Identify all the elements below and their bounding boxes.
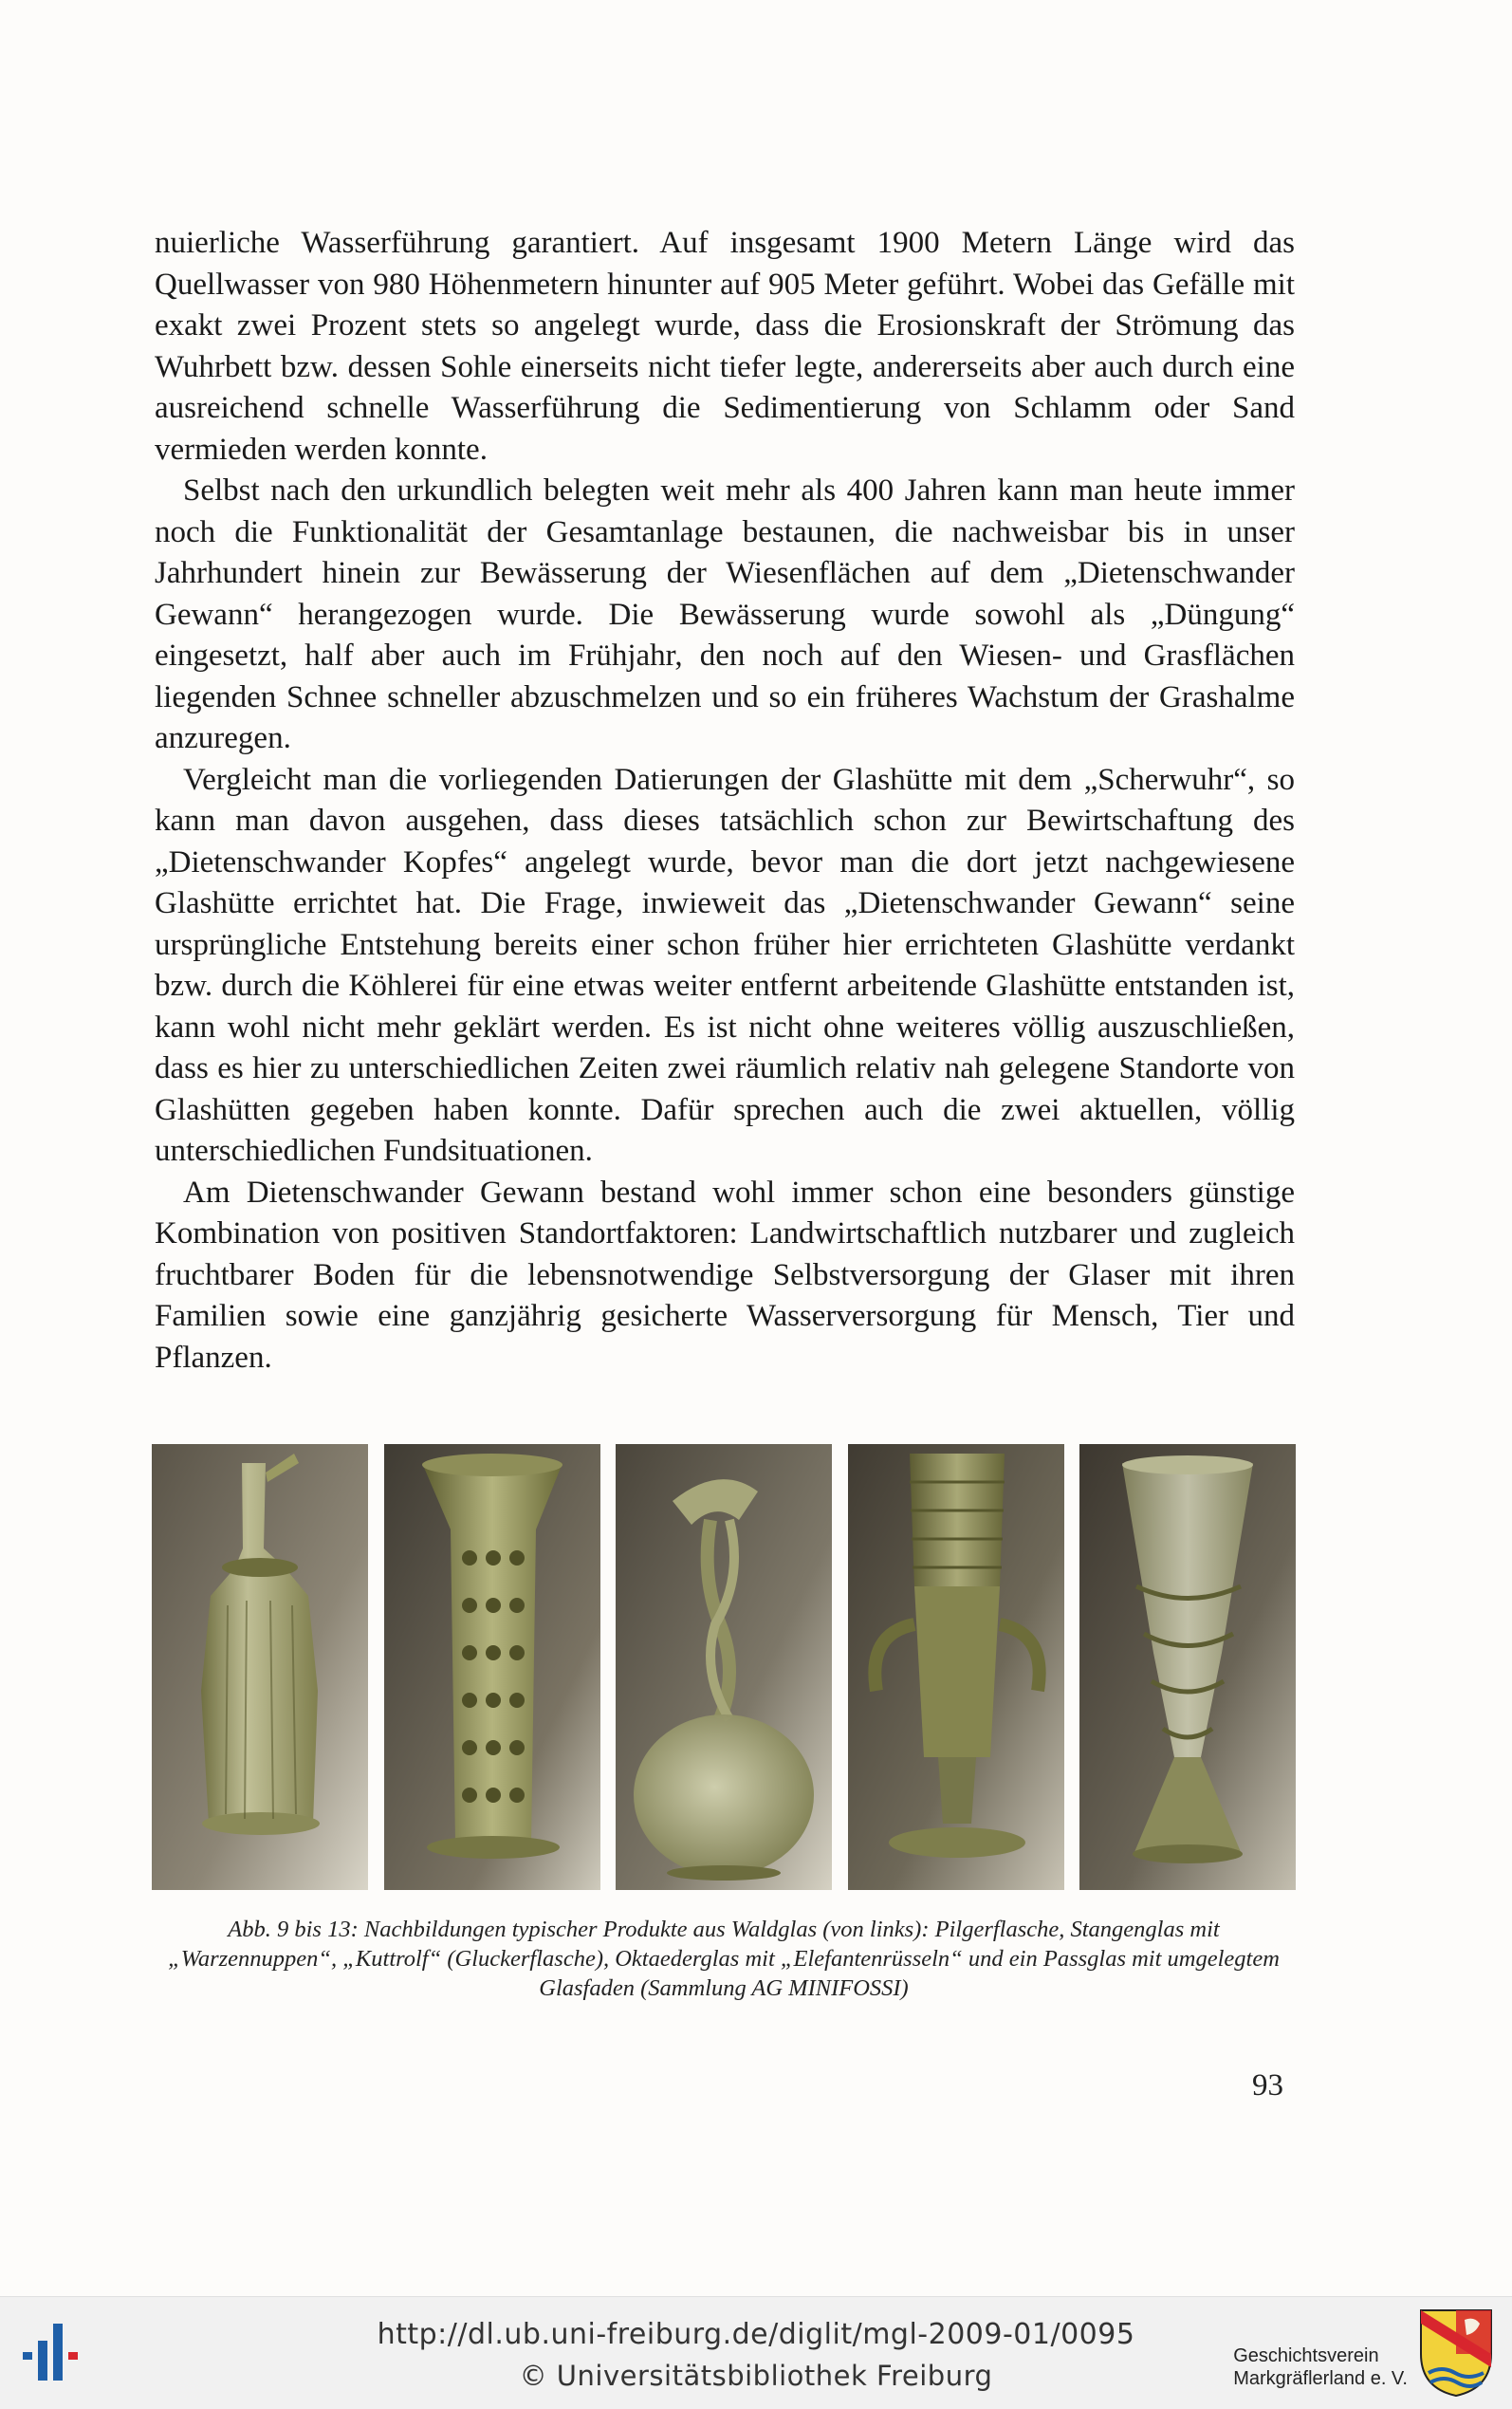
paragraph-1: nuierliche Wasserführung garantiert. Auf insgesamt 1900 Metern Länge wird das Quellwasser von 980 Höhenmetern hinunter auf 905 Meter geführt. Wobei das Gefälle mit exakt zwei Prozent stets so angelegt wurde, dass die Erosionskraft der Strömung das Wuhrbett bzw. dessen Sohle einerseits nicht tiefer legte, andererseits aber auch durch eine ausreichend schnelle Wasserführung die Sedimentierung von Schlamm oder Sand vermieden werden konnte. bbox=[155, 226, 1295, 467]
society-line-1: Geschichtsverein bbox=[1233, 2345, 1379, 2366]
figure-caption: Abb. 9 bis 13: Nachbildungen typischer Produkte aus Waldglas (von links): Pilgerflasche, Stangenglas mit „Warzennuppen“, „Kuttrolf“ (Gluckerflasche), Oktaederglas mit „Elefantenrüsseln“ und ein Passglas mit umgelegtem Glasfaden (Sammlung AG MINIFOSSI) bbox=[168, 1917, 1280, 2001]
pilgerflasche-photo bbox=[152, 1444, 368, 1890]
body-text bbox=[155, 223, 1295, 1379]
footer-bar bbox=[0, 2296, 1512, 2409]
paragraph-2: Selbst nach den urkundlich belegten weit mehr als 400 Jahren kann man heute immer noch die Funktionalität der Gesamtanlage bestaunen, die nachweisbar bis in unser Jahrhundert hinein zur Bewässerung der Wiesenflächen auf dem „Dietenschwander Gewann“ herangezogen wurde. Die Bewässerung wurde sowohl als „Düngung“ eingesetzt, half aber auch im Frühjahr, den noch auf den Wiesen- und Grasflächen liegenden Schnee schneller abzuschmelzen und so ein früheres Wachstum der Grashalme anzuregen. bbox=[155, 473, 1295, 755]
footer-copyright: © Universitätsbibliothek Freiburg bbox=[519, 2360, 993, 2392]
stangenglas-photo bbox=[384, 1444, 600, 1890]
paragraph-4: Am Dietenschwander Gewann bestand wohl immer schon eine besonders günstige Kombination von positiven Standortfaktoren: Landwirtschaftlich nutzbarer und zugleich fruchtbarer Boden für die lebensnotwendige Selbstversorgung der Glaser mit ihren Familien sowie eine ganzjährig gesicherte Wasserversorgung für Mensch, Tier und Pflanzen. bbox=[155, 1175, 1295, 1375]
coat-of-arms-icon bbox=[1417, 2307, 1495, 2398]
society-name bbox=[1233, 2344, 1408, 2390]
passglas-photo bbox=[1079, 1444, 1296, 1890]
footer-url-link[interactable]: http://dl.ub.uni-freiburg.de/diglit/mgl-2009-01/0095 bbox=[377, 2318, 1135, 2351]
oktaederglas-photo bbox=[848, 1444, 1064, 1890]
kuttrolf-photo bbox=[616, 1444, 832, 1890]
paragraph-3: Vergleicht man die vorliegenden Datierungen der Glashütte mit dem „Scherwuhr“, so kann man davon ausgehen, dass dieses tatsächlich schon zur Bewirtschaftung des „Dietenschwander Kopfes“ angelegt wurde, bevor man die dort jetzt nachgewiesene Glashütte errichtet hat. Die Frage, inwieweit das „Dietenschwander Gewann“ seine ursprüngliche Entstehung bereits einer schon früher hier errichteten Glashütte verdankt bzw. durch die Köhlerei für eine etwas weiter entfernt arbeitende Glashütte entstanden ist, kann wohl nicht mehr geklärt werden. Es ist nicht ohne weiteres völlig auszuschließen, dass es hier zu unterschiedlichen Zeiten zwei räumlich relativ nah gelegene Standorte von Glashütten gegeben haben konnte. Dafür sprechen auch die zwei aktuellen, völlig unterschiedlichen Fundsituationen. bbox=[155, 762, 1295, 1168]
glass-photo-row bbox=[152, 1444, 1296, 1890]
page-number: 93 bbox=[1252, 2068, 1283, 2103]
society-line-2: Markgräflerland e. V. bbox=[1233, 2368, 1408, 2389]
